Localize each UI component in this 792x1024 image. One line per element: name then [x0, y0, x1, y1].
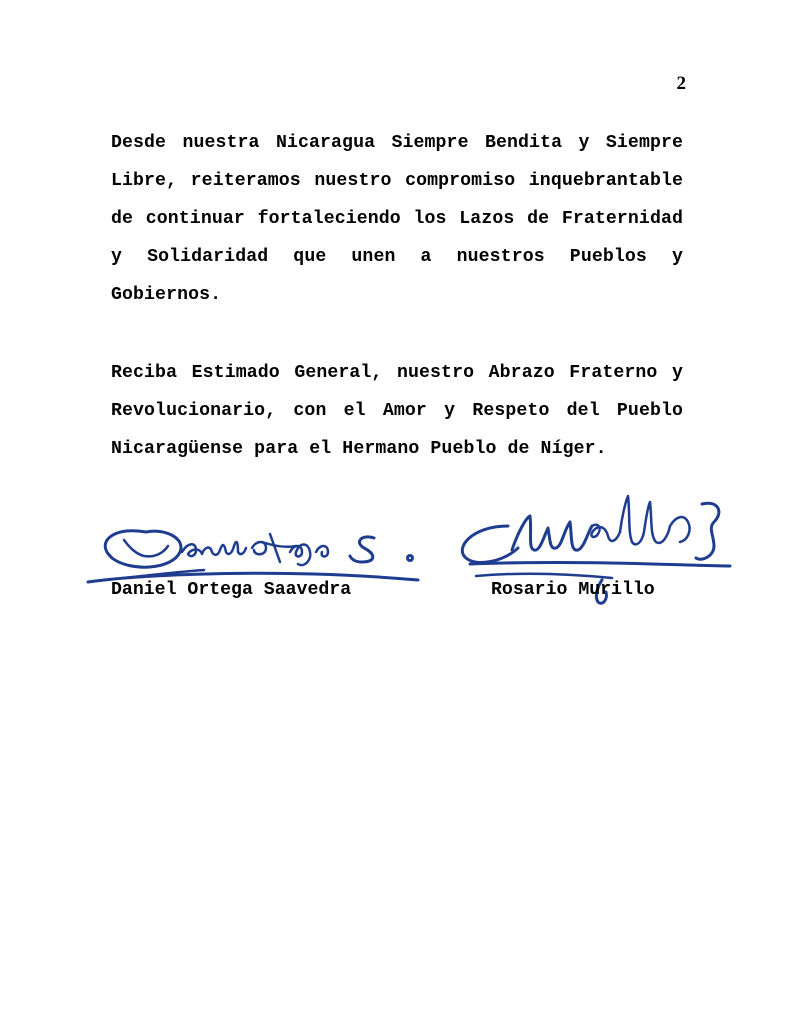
signatory-name-daniel-ortega: Daniel Ortega Saavedra [111, 580, 352, 600]
signatory-name-rosario-murillo: Rosario Murillo [491, 580, 655, 600]
body-paragraph-commitment: Desde nuestra Nicaragua Siempre Bendita y Siempre Libre, reiteramos nuestro compromiso inquebrantable de continuar fortaleciendo los Lazos de Fraternidad y Solidaridad que unen a nuestros Pueblos y Gobiernos. [111, 133, 683, 305]
body-paragraph-greeting: Reciba Estimado General, nuestro Abrazo Fraterno y Revolucionario, con el Amor y Respeto del Pueblo Nicaragüense para el Hermano Pueblo de Níger. [111, 363, 683, 459]
page-number: 2 [676, 73, 686, 94]
